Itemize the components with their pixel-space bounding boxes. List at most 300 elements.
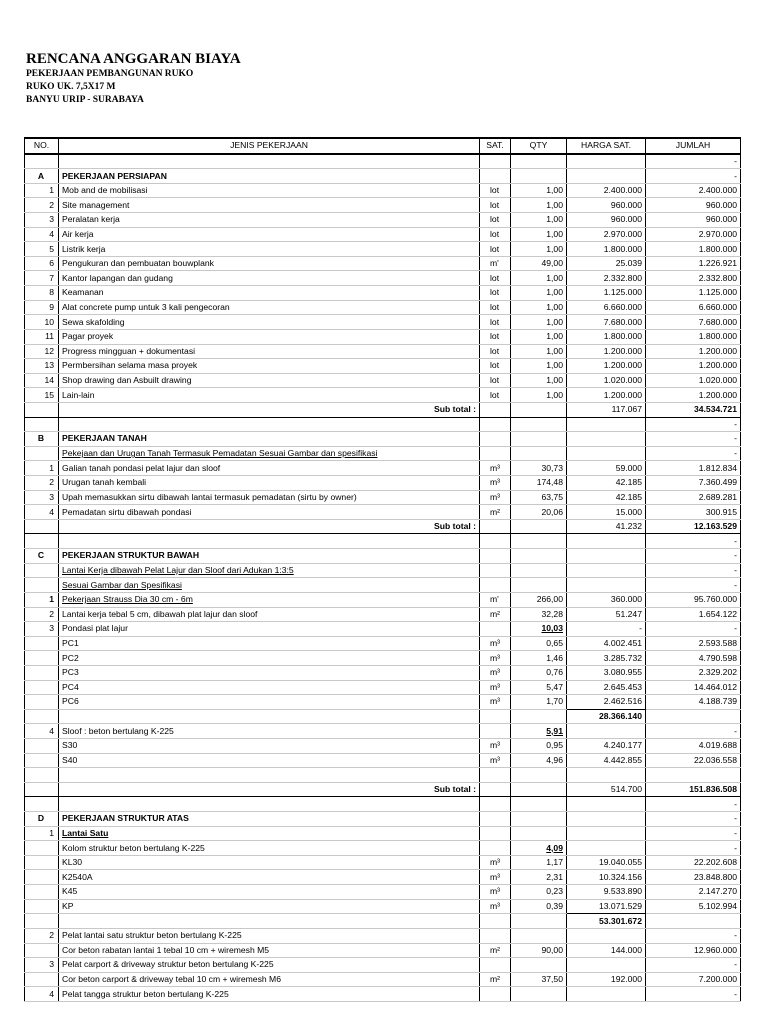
cell-jml <box>646 154 741 169</box>
cell-sat <box>480 359 511 374</box>
cell-jml-text: 1.200.000 <box>698 345 737 356</box>
cell-jml-text: - <box>734 988 737 999</box>
cell-qty <box>511 227 567 242</box>
cell-job-text: Lain-lain <box>62 389 95 400</box>
cell-jml <box>646 373 741 388</box>
cell-jml-text: 2.147.270 <box>698 886 737 897</box>
cell-no <box>25 169 59 184</box>
cell-hs <box>567 987 646 1002</box>
cell-sat <box>480 841 511 856</box>
cell-jml <box>646 242 741 257</box>
cell-qty <box>511 958 567 973</box>
cell-qty <box>511 490 567 505</box>
cell-no <box>25 417 59 432</box>
cell-qty-text: 1,00 <box>546 228 563 239</box>
cell-jml <box>646 914 741 929</box>
cell-qty-text: 1,00 <box>546 243 563 254</box>
cell-jml <box>646 797 741 812</box>
table-row <box>25 417 741 432</box>
cell-qty <box>511 432 567 447</box>
cell-qty-text: 0,23 <box>546 886 563 897</box>
col-header-harga-sat: HARGA SAT. <box>567 138 646 154</box>
cell-no <box>25 154 59 169</box>
cell-qty <box>511 695 567 710</box>
cell-qty <box>511 724 567 739</box>
cell-sat-text: m³ <box>490 462 501 473</box>
cell-qty-text: 5,91 <box>546 725 563 736</box>
cell-hs <box>567 402 646 417</box>
cell-no <box>25 578 59 593</box>
cell-jml-text: 14.464.012 <box>693 681 737 692</box>
subtitle-line-2: RUKO UK. 7,5X17 M <box>26 82 116 92</box>
cell-sat-text: m³ <box>490 871 501 882</box>
cell-no <box>25 329 59 344</box>
cell-job-text: Lantai kerja tebal 5 cm, dibawah plat lajur dan sloof <box>62 608 258 619</box>
cell-qty-text: 174,48 <box>536 477 563 488</box>
cell-jml-text: 2.689.281 <box>698 491 737 502</box>
table-row <box>25 154 741 169</box>
cell-jml-text: - <box>734 564 737 575</box>
cell-job-text: Sesuai Gambar dan Spesifikasi <box>62 579 182 590</box>
table-row <box>25 578 741 593</box>
cell-job <box>59 680 480 695</box>
cell-sat-text: lot <box>490 228 500 239</box>
cell-no <box>25 476 59 491</box>
cell-job-text: Sloof : beton bertulang K-225 <box>62 725 174 736</box>
cell-qty <box>511 607 567 622</box>
cell-job <box>59 183 480 198</box>
cell-no-text: 1 <box>49 827 54 838</box>
cell-hs <box>567 592 646 607</box>
table-row <box>25 388 741 403</box>
cell-sat <box>480 972 511 987</box>
cell-no <box>25 183 59 198</box>
cell-jml <box>646 271 741 286</box>
cell-no <box>25 841 59 856</box>
cell-jml <box>646 344 741 359</box>
cell-job-text: Listrik kerja <box>62 243 106 254</box>
cell-jml <box>646 227 741 242</box>
cell-hs <box>567 563 646 578</box>
cell-qty-text: 1,00 <box>546 214 563 225</box>
cell-job-text: Pelat lantai satu struktur beton bertulang K-225 <box>62 930 242 941</box>
cell-no-text: 3 <box>49 623 54 634</box>
cell-job <box>59 665 480 680</box>
cell-no-text: 7 <box>49 272 54 283</box>
cell-qty-text: 1,00 <box>546 185 563 196</box>
cell-sat-text: m³ <box>490 652 501 663</box>
cell-jml-text: 4.188.739 <box>698 696 737 707</box>
cell-hs-text: 192.000 <box>610 974 642 985</box>
cell-job <box>59 636 480 651</box>
cell-jml-text: 2.400.000 <box>698 185 737 196</box>
cell-sat <box>480 271 511 286</box>
table-row <box>25 826 741 841</box>
cell-qty <box>511 826 567 841</box>
cell-sat-text: m³ <box>490 696 501 707</box>
cell-no <box>25 344 59 359</box>
cell-job-text: K45 <box>62 886 78 897</box>
cell-hs <box>567 490 646 505</box>
cell-hs-text: 2.645.453 <box>603 681 642 692</box>
table-row <box>25 753 741 768</box>
cell-jml-text: 1.226.921 <box>698 258 737 269</box>
cell-sat <box>480 899 511 914</box>
cell-jml <box>646 928 741 943</box>
cell-jml-text: 151.836.508 <box>689 784 737 795</box>
cell-job <box>59 476 480 491</box>
cell-job <box>59 928 480 943</box>
cell-sat-text: lot <box>490 389 500 400</box>
cell-qty-text: 0,65 <box>546 638 563 649</box>
table-row <box>25 899 741 914</box>
cell-sat <box>480 651 511 666</box>
cell-qty <box>511 476 567 491</box>
cell-no <box>25 373 59 388</box>
cell-sat <box>480 943 511 958</box>
cell-jml-text: - <box>734 155 737 166</box>
cell-jml <box>646 855 741 870</box>
cell-jml <box>646 198 741 213</box>
table-row <box>25 315 741 330</box>
cell-job-text: Peralatan kerja <box>62 214 120 225</box>
cell-job <box>59 651 480 666</box>
cell-job <box>59 154 480 169</box>
cell-sat <box>480 987 511 1002</box>
table-row <box>25 680 741 695</box>
cell-hs-text: 3.080.955 <box>603 667 642 678</box>
table-row <box>25 373 741 388</box>
cell-jml-text: - <box>734 725 737 736</box>
cell-job <box>59 549 480 564</box>
cell-qty-text: 63,75 <box>541 491 563 502</box>
cell-no <box>25 738 59 753</box>
cell-qty <box>511 534 567 549</box>
cell-sat <box>480 300 511 315</box>
cell-jml <box>646 768 741 783</box>
cell-no <box>25 987 59 1002</box>
cell-qty-text: 1,00 <box>546 360 563 371</box>
cell-jml-text: 34.534.721 <box>693 404 737 415</box>
cell-job <box>59 169 480 184</box>
cell-sat-text: m³ <box>490 900 501 911</box>
cell-qty <box>511 300 567 315</box>
cell-qty <box>511 680 567 695</box>
table-row <box>25 738 741 753</box>
cell-qty <box>511 198 567 213</box>
cell-qty-text: 30,73 <box>541 462 563 473</box>
cell-jml <box>646 169 741 184</box>
cell-hs <box>567 651 646 666</box>
cell-jml <box>646 519 741 534</box>
cell-sat <box>480 505 511 520</box>
cell-qty-text: 1,70 <box>546 696 563 707</box>
cell-qty-text: 1,00 <box>546 331 563 342</box>
col-header-jumlah: JUMLAH <box>646 138 741 154</box>
cell-sat <box>480 183 511 198</box>
cell-jml-text: 960.000 <box>705 214 737 225</box>
cell-job-text: Kolom struktur beton bertulang K-225 <box>62 842 205 853</box>
cell-jml-text: - <box>734 798 737 809</box>
cell-no <box>25 461 59 476</box>
section-row <box>25 549 741 564</box>
cell-no <box>25 549 59 564</box>
cell-no-text: 6 <box>49 258 54 269</box>
cell-jml-text: 5.102.994 <box>698 900 737 911</box>
cell-job <box>59 622 480 637</box>
cell-no <box>25 271 59 286</box>
cell-job-text: Pemadatan sirtu dibawah pondasi <box>62 506 192 517</box>
cell-sat <box>480 607 511 622</box>
cell-qty-text: 1,46 <box>546 652 563 663</box>
cell-qty <box>511 505 567 520</box>
cell-jml-text: 6.660.000 <box>698 302 737 312</box>
cell-jml <box>646 885 741 900</box>
cell-sat <box>480 870 511 885</box>
cell-no <box>25 943 59 958</box>
cell-job-text: PC2 <box>62 652 79 663</box>
cell-qty <box>511 519 567 534</box>
cell-hs <box>567 797 646 812</box>
cell-qty-text: 1,00 <box>546 345 563 356</box>
cell-sat-text: m' <box>490 594 499 605</box>
cell-jml-text: - <box>734 170 737 181</box>
cell-hs-text: 144.000 <box>610 944 642 955</box>
cell-hs-text: 6.660.000 <box>603 302 642 312</box>
cell-no <box>25 724 59 739</box>
cell-hs <box>567 958 646 973</box>
cell-no-text: 14 <box>44 375 54 386</box>
cell-no-text: 4 <box>49 988 54 999</box>
cell-job <box>59 855 480 870</box>
cell-hs-text: 42.185 <box>615 477 642 488</box>
cell-sat-text: lot <box>490 199 500 210</box>
table-row <box>25 768 741 783</box>
cell-hs <box>567 300 646 315</box>
cell-job <box>59 563 480 578</box>
cell-qty <box>511 417 567 432</box>
cell-jml-text: 4.019.688 <box>698 740 737 751</box>
cell-jml <box>646 213 741 228</box>
cell-sat <box>480 198 511 213</box>
cell-qty-text: 1,17 <box>546 857 563 868</box>
cell-jml <box>646 505 741 520</box>
cell-jml <box>646 432 741 447</box>
cell-hs-text: 41.232 <box>615 521 642 532</box>
cell-sat-text: m² <box>490 974 501 985</box>
cell-job-text: Site management <box>62 199 130 210</box>
cell-qty-text: 90,00 <box>541 944 563 955</box>
cell-hs-text: 1.800.000 <box>603 331 642 342</box>
cell-no <box>25 563 59 578</box>
cell-jml-text: 1.812.834 <box>698 462 737 473</box>
cell-hs <box>567 607 646 622</box>
cell-job <box>59 213 480 228</box>
cell-jml <box>646 563 741 578</box>
cell-qty-text: 1,00 <box>546 199 563 210</box>
cell-qty <box>511 578 567 593</box>
cell-sat <box>480 680 511 695</box>
cell-no <box>25 914 59 929</box>
cell-hs <box>567 476 646 491</box>
cell-no <box>25 928 59 943</box>
cell-sat-text: m³ <box>490 491 501 502</box>
cell-no <box>25 899 59 914</box>
table-row <box>25 490 741 505</box>
cell-qty <box>511 885 567 900</box>
cell-sat <box>480 695 511 710</box>
cell-jml <box>646 402 741 417</box>
cell-qty-text: 49,00 <box>541 258 563 269</box>
cell-jml-text: 1.125.000 <box>698 287 737 298</box>
cell-job-text: Air kerja <box>62 228 94 239</box>
cell-jml-text: 7.200.000 <box>698 974 737 985</box>
cell-jml-text: 7.360.499 <box>698 477 737 488</box>
cell-job <box>59 885 480 900</box>
cell-jml-text: - <box>734 433 737 444</box>
cell-job-text: KL30 <box>62 857 83 868</box>
cell-jml <box>646 709 741 724</box>
cell-qty <box>511 928 567 943</box>
cell-no-text: 3 <box>49 959 54 970</box>
cell-job-text: Shop drawing dan Asbuilt drawing <box>62 375 192 386</box>
cell-hs-text: 2.332.800 <box>603 272 642 283</box>
cell-sat-text: lot <box>490 243 500 254</box>
table-row <box>25 695 741 710</box>
cell-hs <box>567 709 646 724</box>
cell-qty <box>511 286 567 301</box>
table-row <box>25 651 741 666</box>
col-header-no: NO. <box>25 138 59 154</box>
cell-hs <box>567 680 646 695</box>
cell-qty-text: 0,39 <box>546 900 563 911</box>
cell-qty-text: 1,00 <box>546 302 563 312</box>
cell-sat <box>480 446 511 461</box>
table-row <box>25 928 741 943</box>
cell-hs-text: 1.020.000 <box>603 375 642 386</box>
cell-qty-text: 1,00 <box>546 375 563 386</box>
cell-no <box>25 636 59 651</box>
table-row <box>25 461 741 476</box>
subtotal-row <box>25 782 741 797</box>
cell-jml-text: - <box>734 535 737 546</box>
cell-job-text: PC1 <box>62 638 79 649</box>
cell-job <box>59 841 480 856</box>
table-row <box>25 198 741 213</box>
cell-jml <box>646 256 741 271</box>
cell-hs <box>567 534 646 549</box>
cell-hs <box>567 738 646 753</box>
cell-no <box>25 198 59 213</box>
cell-qty <box>511 651 567 666</box>
cell-sat-text: m³ <box>490 857 501 868</box>
cell-qty <box>511 549 567 564</box>
cell-hs <box>567 549 646 564</box>
cell-jml-text: 4.790.598 <box>698 652 737 663</box>
cell-jml <box>646 753 741 768</box>
cell-hs-text: 960.000 <box>610 199 642 210</box>
cell-no-text: A <box>37 170 45 181</box>
cell-job-text: PEKERJAAN TANAH <box>62 433 147 444</box>
cell-jml <box>646 972 741 987</box>
cell-no-text: 1 <box>49 185 54 196</box>
cell-job <box>59 738 480 753</box>
cell-hs-text: 2.462.516 <box>603 696 642 707</box>
cell-hs <box>567 242 646 257</box>
cell-hs <box>567 329 646 344</box>
table-row <box>25 636 741 651</box>
cell-job <box>59 695 480 710</box>
cell-qty <box>511 461 567 476</box>
cell-hs-text: 117.067 <box>611 404 642 415</box>
cell-no <box>25 695 59 710</box>
cell-no <box>25 885 59 900</box>
cell-hs <box>567 768 646 783</box>
cell-qty <box>511 154 567 169</box>
cell-hs <box>567 841 646 856</box>
cell-job-text: Sub total : <box>433 521 476 532</box>
cell-jml-text: 1.200.000 <box>698 389 737 400</box>
cell-sat <box>480 213 511 228</box>
cell-qty <box>511 738 567 753</box>
cell-qty-text: 1,00 <box>546 316 563 327</box>
cell-no <box>25 622 59 637</box>
cell-job <box>59 300 480 315</box>
cell-sat <box>480 286 511 301</box>
cell-jml-text: 12.960.000 <box>693 944 737 955</box>
cell-jml <box>646 592 741 607</box>
cell-sat <box>480 154 511 169</box>
cell-qty-text: 0,76 <box>546 667 563 678</box>
cell-qty <box>511 344 567 359</box>
cell-job <box>59 914 480 929</box>
cell-qty-text: 10,03 <box>541 623 563 634</box>
cell-hs <box>567 622 646 637</box>
cell-jml-text: 23.848.800 <box>693 871 737 882</box>
cell-hs-text: 3.285.732 <box>603 652 642 663</box>
cell-hs <box>567 870 646 885</box>
cell-hs-text: 2.970.000 <box>603 228 642 239</box>
cell-qty <box>511 213 567 228</box>
cell-hs <box>567 899 646 914</box>
cell-hs <box>567 388 646 403</box>
cell-jml-text: - <box>734 623 737 634</box>
table-row <box>25 914 741 929</box>
cell-job-text: Lantai Satu <box>62 827 109 838</box>
cell-job <box>59 461 480 476</box>
cell-jml <box>646 870 741 885</box>
cell-job-text: Pengukuran dan pembuatan bouwplank <box>62 258 214 269</box>
document-header <box>26 50 241 107</box>
cell-jml <box>646 578 741 593</box>
table-row <box>25 505 741 520</box>
cell-job-text: PC6 <box>62 696 79 707</box>
cell-sat <box>480 636 511 651</box>
cell-job <box>59 899 480 914</box>
cell-no <box>25 388 59 403</box>
cell-sat <box>480 768 511 783</box>
cell-job <box>59 826 480 841</box>
cell-sat <box>480 782 511 797</box>
subtitle-line-3: BANYU URIP - SURABAYA <box>26 95 144 105</box>
cell-sat <box>480 812 511 827</box>
cell-hs <box>567 855 646 870</box>
cell-sat <box>480 826 511 841</box>
cell-hs-text: 360.000 <box>610 594 642 605</box>
cell-job <box>59 972 480 987</box>
cell-no-text: 2 <box>49 199 54 210</box>
cell-job <box>59 753 480 768</box>
